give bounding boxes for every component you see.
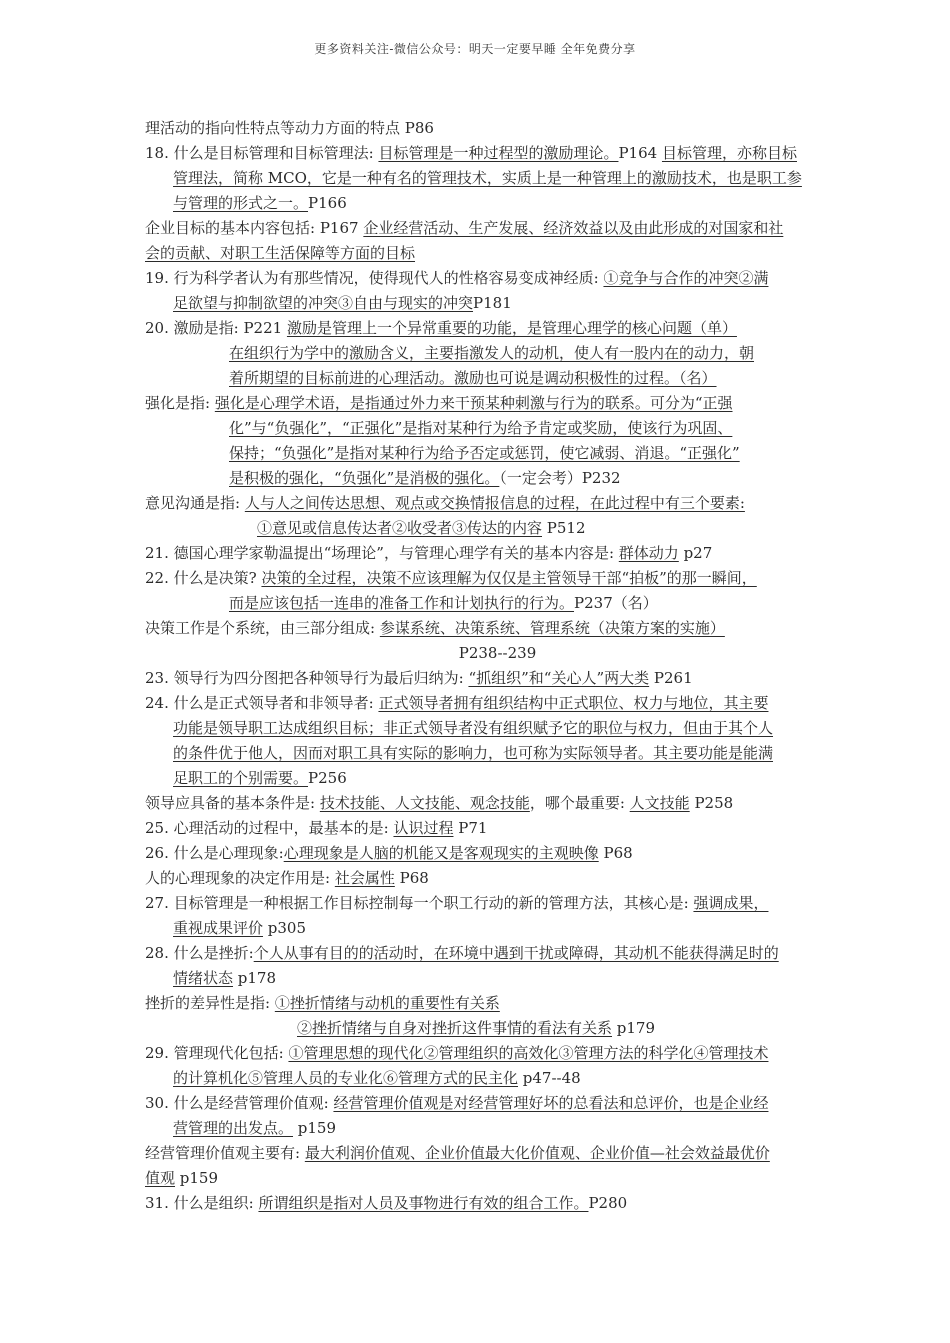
underlined-answer: 强调成果， <box>693 894 769 912</box>
text-segment: P71 <box>453 819 488 837</box>
underlined-answer: 社会属性 <box>334 869 395 887</box>
text-line <box>145 416 850 441</box>
text-line <box>145 291 850 316</box>
underlined-answer: ①竞争与合作的冲突②满 <box>603 269 769 287</box>
underlined-answer: 情绪状态 <box>173 969 234 987</box>
underlined-answer: 技术技能、人文技能、观念技能 <box>319 794 530 812</box>
text-line <box>145 266 850 291</box>
text-segment: P280 <box>588 1194 628 1212</box>
underlined-answer: 心理现象是人脑的机能又是客观现实的主观映像 <box>283 844 599 862</box>
underlined-answer: 的计算机化⑤管理人员的专业化⑥管理方式的民主化 <box>173 1069 519 1087</box>
text-segment: ，哪个最重要: <box>529 794 630 812</box>
text-segment: 20. 激励是指: P221 <box>145 319 287 337</box>
text-segment: p179 <box>612 1019 656 1037</box>
underlined-answer: 企业经营活动、生产发展、经济效益以及由此形成的对国家和社 <box>363 219 784 237</box>
underlined-answer: 最大利润价值观、企业价值最大化价值观、企业价值—社会效益最优价 <box>304 1144 770 1162</box>
text-line <box>145 891 850 916</box>
text-segment: P512 <box>542 519 586 537</box>
text-line <box>145 216 850 241</box>
text-segment: P256 <box>308 769 347 787</box>
text-segment: p159 <box>293 1119 337 1137</box>
text-segment: 决策工作是个系统，由三部分组成: <box>145 619 380 637</box>
underlined-answer: 人与人之间传达思想、观点或交换情报信息的过程，在此过程中有三个要素: <box>244 494 745 512</box>
text-line <box>145 841 850 866</box>
underlined-answer: 目标管理，亦称目标 <box>661 144 797 162</box>
text-line <box>145 1166 850 1191</box>
text-segment: 意见沟通是指: <box>145 494 245 512</box>
text-segment: p305 <box>263 919 307 937</box>
underlined-answer: 所谓组织是指对人员及事物进行有效的组合工作。 <box>258 1194 589 1212</box>
underlined-answer: 会的贡献、对职工生活保障等方面的目标 <box>145 244 416 262</box>
underlined-answer: 管理法，简称 MCO，它是一种有名的管理技术，实质上是一种管理上的激励技术，也是职工参 <box>173 169 802 187</box>
text-line <box>145 116 850 141</box>
underlined-answer: 足欲望与抑制欲望的冲突③自由与现实的冲突 <box>173 294 474 312</box>
text-line <box>145 816 850 841</box>
underlined-answer: ①挫折情绪与动机的重要性有关系 <box>274 994 500 1012</box>
underlined-answer: 是积极的强化，“负强化”是消极的强化。 <box>229 469 500 487</box>
text-line <box>145 316 850 341</box>
text-line <box>145 366 850 391</box>
text-line <box>145 766 850 791</box>
underlined-answer: 保持；“负强化”是指对某种行为给予否定或惩罚，使它减弱、消退。“正强化” <box>229 444 740 462</box>
text-segment: p159 <box>175 1169 219 1187</box>
text-line <box>145 991 850 1016</box>
text-line <box>145 491 850 516</box>
text-line <box>145 941 850 966</box>
underlined-answer: 群体动力 <box>618 544 679 562</box>
underlined-answer: 的条件优于他人，因而对职工具有实际的影响力，也可称为实际领导者。其主要功能是能满 <box>173 744 774 762</box>
underlined-answer: 个人从事有目的的活动时，在环境中遇到干扰或障碍，其动机不能获得满足时的 <box>253 944 779 962</box>
text-segment: P68 <box>394 869 429 887</box>
underlined-answer: 着所期望的目标前进的心理活动。激励也可说是调动积极性的过程。（名） <box>229 369 717 387</box>
underlined-answer: 功能是领导职工达成组织目标；非正式领导者没有组织赋予它的职位与权力，但由于其个人 <box>173 719 774 737</box>
text-line <box>145 541 850 566</box>
text-segment: 22. 什么是决策? <box>145 569 262 587</box>
text-line <box>145 341 850 366</box>
text-segment: 企业目标的基本内容包括: P167 <box>145 219 364 237</box>
text-line <box>145 691 850 716</box>
text-line <box>145 1191 850 1216</box>
underlined-answer: 强化是心理学术语，是指通过外力来干预某种刺激与行为的联系。可分为“正强 <box>214 394 733 412</box>
text-line <box>145 791 850 816</box>
underlined-answer: 决策的全过程，决策不应该理解为仅仅是主管领导干部“拍板”的那一瞬间， <box>261 569 757 587</box>
text-line <box>145 241 850 266</box>
underlined-answer: ①意见或信息传达者②收受者③传达的内容 <box>257 519 543 537</box>
text-segment: 19. 行为科学者认为有那些情况，使得现代人的性格容易变成神经质: <box>145 269 604 287</box>
text-segment: 挫折的差异性是指: <box>145 994 275 1012</box>
text-line <box>145 1116 850 1141</box>
text-segment: P261 <box>649 669 693 687</box>
text-segment: p27 <box>678 544 713 562</box>
text-segment: （一定会考）P232 <box>499 469 621 487</box>
text-line <box>145 641 850 666</box>
underlined-answer: ②挫折情绪与自身对挫折这件事情的看法有关系 <box>297 1019 613 1037</box>
text-line <box>145 441 850 466</box>
text-line <box>145 141 850 166</box>
underlined-answer: 而是应该包括一连串的准备工作和计划执行的行为。 <box>229 594 575 612</box>
text-segment: P238--239 <box>458 644 537 662</box>
text-line <box>145 1041 850 1066</box>
underlined-answer: 与管理的形式之一。 <box>173 194 309 212</box>
underlined-answer: 经营管理价值观是对经营管理好坏的总看法和总评价，也是企业经 <box>333 1094 769 1112</box>
text-segment: 28. 什么是挫折: <box>145 944 254 962</box>
text-line <box>145 591 850 616</box>
text-line <box>145 1091 850 1116</box>
text-line <box>145 666 850 691</box>
underlined-answer: 目标管理是一种过程型的激励理论。 <box>378 144 619 162</box>
text-line <box>145 1066 850 1091</box>
text-segment: 29. 管理现代化包括: <box>145 1044 289 1062</box>
text-line <box>145 716 850 741</box>
text-line <box>145 516 850 541</box>
text-segment: 31. 什么是组织: <box>145 1194 259 1212</box>
text-segment: P164 <box>618 144 662 162</box>
underlined-answer: 值观 <box>145 1169 176 1187</box>
text-segment: P258 <box>689 794 734 812</box>
underlined-answer: 重视成果评价 <box>173 919 264 937</box>
text-line <box>145 191 850 216</box>
text-line <box>145 1141 850 1166</box>
underlined-answer: 营管理的出发点。 <box>173 1119 294 1137</box>
text-segment: 18. 什么是目标管理和目标管理法: <box>145 144 379 162</box>
text-line <box>145 916 850 941</box>
document-body <box>145 116 850 1216</box>
underlined-answer: 正式领导者拥有组织结构中正式职位、权力与地位，其主要 <box>378 694 769 712</box>
text-line <box>145 966 850 991</box>
text-segment: 领导应具备的基本条件是: <box>145 794 320 812</box>
underlined-answer: “抓组织”和“关心人”两大类 <box>468 669 650 687</box>
text-segment: 24. 什么是正式领导者和非领导者: <box>145 694 379 712</box>
page-header: 更多资料关注-微信公众号：明天一定要早睡 全年免费分享 <box>314 42 636 56</box>
text-segment: 21. 德国心理学家勒温提出“场理论”，与管理心理学有关的基本内容是: <box>145 544 619 562</box>
text-segment: P181 <box>473 294 512 312</box>
text-segment: P68 <box>598 844 633 862</box>
text-segment: 强化是指: <box>145 394 215 412</box>
text-segment: 经营管理价值观主要有: <box>145 1144 305 1162</box>
underlined-answer: 参谋系统、决策系统、管理系统（决策方案的实施） <box>379 619 725 637</box>
text-segment: 25. 心理活动的过程中，最基本的是: <box>145 819 394 837</box>
underlined-answer: 激励是管理上一个异常重要的功能，是管理心理学的核心问题（单） <box>286 319 737 337</box>
text-line <box>145 616 850 641</box>
text-segment: 27. 目标管理是一种根据工作目标控制每一个职工行动的新的管理方法，其核心是: <box>145 894 694 912</box>
text-segment: P166 <box>308 194 347 212</box>
underlined-answer: 认识过程 <box>393 819 454 837</box>
text-line <box>145 1016 850 1041</box>
underlined-answer: 化”与“负强化”，“正强化”是指对某种行为给予肯定或奖励，使该行为巩固、 <box>229 419 733 437</box>
text-segment: 人的心理现象的决定作用是: <box>145 869 335 887</box>
text-line <box>145 566 850 591</box>
text-line <box>145 391 850 416</box>
underlined-answer: 足职工的个别需要。 <box>173 769 309 787</box>
text-segment: p178 <box>233 969 277 987</box>
text-segment: 30. 什么是经营管理价值观: <box>145 1094 334 1112</box>
underlined-answer: ①管理思想的现代化②管理组织的高效化③管理方法的科学化④管理技术 <box>288 1044 769 1062</box>
underlined-answer: 人文技能 <box>629 794 690 812</box>
text-line <box>145 866 850 891</box>
underlined-answer: 在组织行为学中的激励含义，主要指激发人的动机，使人有一股内在的动力，朝 <box>229 344 755 362</box>
text-segment: p47--48 <box>518 1069 581 1087</box>
text-segment: 23. 领导行为四分图把各种领导行为最后归纳为: <box>145 669 469 687</box>
text-line <box>145 466 850 491</box>
text-segment: P237（名） <box>574 594 658 612</box>
text-line <box>145 741 850 766</box>
text-segment: 26. 什么是心理现象: <box>145 844 284 862</box>
text-segment: 理活动的指向性特点等动力方面的特点 P86 <box>145 119 434 137</box>
text-line <box>145 166 850 191</box>
